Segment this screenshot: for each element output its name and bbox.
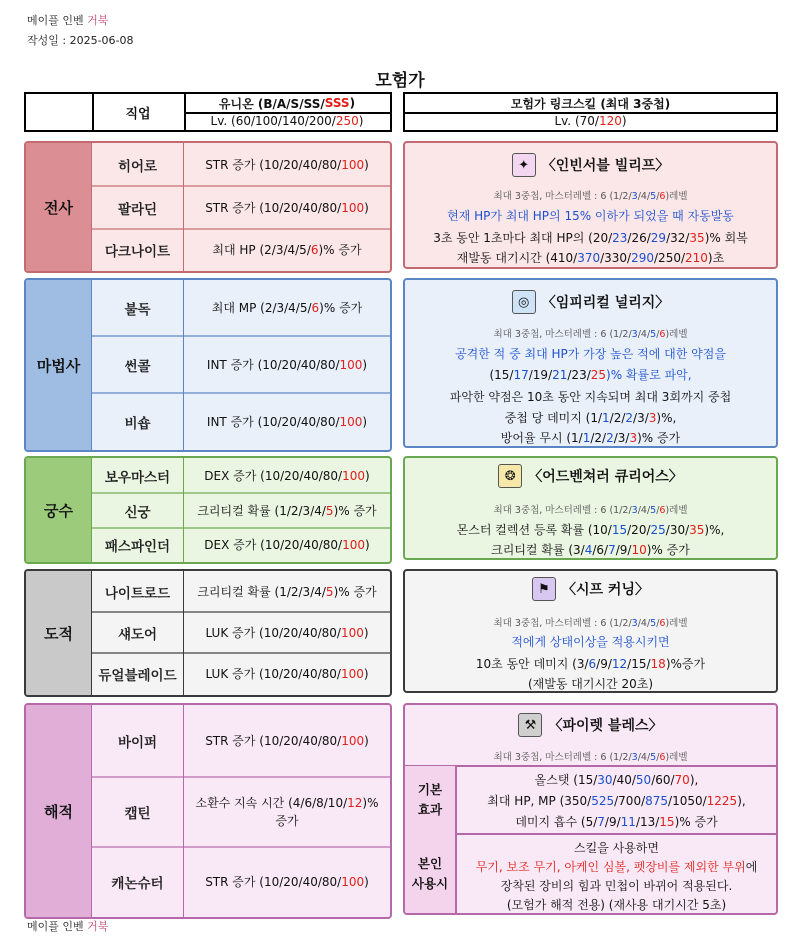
skill-invincible-belief	[403, 141, 778, 269]
job-row	[92, 393, 390, 450]
v-m1: /19/	[528, 368, 553, 382]
skill-thief-cunning	[403, 569, 778, 693]
job-name: 신궁	[92, 493, 184, 528]
bonus-pre: STR 증가 (10/20/40/80/	[205, 734, 342, 748]
job-name: 캐논슈터	[92, 847, 184, 917]
v-pre: 크리티컬 확률 (3/	[491, 543, 585, 557]
bonus-post: )% 증가	[333, 503, 377, 518]
v-b1: 15	[611, 523, 628, 537]
max-blue2: 5	[650, 191, 657, 202]
job-name: 팔라딘	[92, 186, 184, 229]
footer-name: 거북	[87, 920, 109, 933]
bonus-pre: 크리티컬 확률 (1/2/3/4/	[197, 584, 326, 599]
job-row	[92, 186, 390, 229]
page-title: 모험가	[375, 71, 425, 91]
v-b1: 7	[597, 815, 605, 829]
v-m2: /13/	[635, 815, 660, 829]
skill-desc-4	[405, 409, 776, 426]
max-post: )레벨	[665, 505, 688, 516]
v-pre: 중첩 당 데미지 (1/	[504, 411, 603, 425]
union-bonus	[184, 186, 390, 229]
v-post: ),	[689, 773, 699, 787]
skill-desc-5	[405, 429, 776, 446]
max-red: 6	[659, 191, 666, 202]
class-group-name: 해적	[26, 705, 92, 917]
self-line-1: 스킬을 사용하면	[574, 841, 659, 855]
max-mid2: /	[656, 191, 660, 202]
v-m2: /23/	[567, 368, 591, 382]
job-row	[92, 493, 390, 528]
v-m2: /32/	[666, 231, 690, 245]
author-name: 거북	[87, 14, 109, 27]
basic-line-3	[457, 813, 776, 830]
job-row	[92, 458, 390, 493]
bonus-post: )	[364, 157, 369, 172]
bonus-max: 100	[339, 414, 363, 429]
v-pre: 방어율 무시 (1/	[500, 431, 583, 445]
v-r: 35	[689, 523, 705, 537]
v-b2: 29	[650, 231, 667, 245]
skill-desc-2	[405, 366, 776, 383]
skill-name: 〈파이렛 블레스〉	[548, 718, 663, 734]
v-r: 1225	[706, 794, 738, 808]
v-b2: 2	[625, 411, 634, 425]
max-red: 6	[659, 752, 666, 763]
skill-title	[405, 711, 776, 739]
job-header: 직업	[125, 106, 151, 122]
bonus-post: )	[365, 538, 370, 552]
bonus-pre: LUK 증가 (10/20/40/80/	[205, 667, 341, 681]
v-r: 25	[590, 368, 607, 382]
skill-desc-2	[405, 655, 776, 672]
max-blue: 3	[631, 329, 638, 340]
v-b1: 6	[588, 657, 597, 671]
skill-desc-1: 공격한 적 중 최대 HP가 가장 높은 적에 대한 약점을	[455, 347, 726, 361]
union-bonus	[184, 571, 390, 612]
max-blue: 3	[631, 505, 638, 516]
v-pre: 3초 동안 1초마다 최대 HP의 (20/	[433, 231, 613, 245]
link-lv-post: )	[621, 114, 627, 128]
v-pre: 올스탯 (15/	[534, 773, 598, 787]
union-bonus	[184, 458, 390, 493]
max-pre: 최대 3중첩, 마스터레벨 : 6 (1/2/	[493, 191, 632, 202]
job-name: 섀도어	[92, 612, 184, 653]
class-group-archer	[24, 456, 392, 564]
max-level-line	[405, 326, 776, 340]
v-b2: 12	[611, 657, 628, 671]
link-header-table	[403, 92, 778, 132]
max-red: 6	[659, 505, 666, 516]
bonus-pre: INT 증가 (10/20/40/80/	[206, 414, 340, 429]
job-row	[92, 143, 390, 186]
bonus-max: 100	[340, 625, 364, 640]
max-pre: 최대 3중첩, 마스터레벨 : 6 (1/2/	[493, 752, 632, 763]
union-header-post: )	[349, 96, 356, 110]
bonus-max: 12	[347, 796, 363, 810]
v-m2: /3/	[613, 431, 630, 445]
bonus-pre: 최대 MP (2/3/4/5/	[211, 301, 312, 315]
v-r: 3	[629, 431, 638, 445]
empirical-knowledge-icon: ◎	[512, 290, 536, 314]
v-m1: /9/	[596, 657, 612, 671]
v-pre: 재발동 대기시간 (410/	[456, 251, 578, 265]
class-group-mage	[24, 278, 392, 452]
skill-name: 〈임피리컬 널리지〉	[541, 295, 670, 311]
v-r: 3	[648, 411, 657, 425]
max-post: )레벨	[665, 191, 688, 202]
skill-title	[405, 462, 776, 490]
job-row	[92, 653, 390, 695]
self-line-3: 장착된 장비의 힘과 민첩이 바뀌어 적용된다.	[500, 879, 733, 893]
v-m1: /9/	[604, 815, 621, 829]
bonus-pre: INT 증가 (10/20/40/80/	[206, 357, 340, 372]
job-name: 썬콜	[92, 336, 184, 393]
skill-desc-1	[405, 521, 776, 538]
skill-title	[405, 288, 776, 316]
bonus-post: )	[364, 200, 369, 215]
max-blue2: 5	[650, 752, 657, 763]
bonus-max: 100	[341, 875, 365, 889]
link-lv-pre: Lv. (70/	[554, 114, 599, 128]
v-r: 10	[631, 543, 647, 557]
date-line: 작성일 : 2025-06-08	[27, 34, 134, 47]
v-b2: 21	[552, 368, 568, 382]
v-b1: 17	[513, 368, 529, 382]
v-b1: 4	[584, 543, 593, 557]
max-pre: 최대 3중첩, 마스터레벨 : 6 (1/2/	[493, 329, 632, 340]
job-row	[92, 571, 390, 612]
union-bonus	[184, 143, 390, 186]
job-name: 불독	[92, 280, 184, 336]
v-r: 210	[685, 251, 708, 265]
v-b1: 1	[582, 431, 591, 445]
job-name: 보우마스터	[92, 458, 184, 493]
max-level-line	[405, 749, 776, 763]
v-m2: /30/	[665, 523, 690, 537]
bonus-pre: 크리티컬 확률 (1/2/3/4/	[197, 503, 326, 518]
bonus-pre: STR 증가 (10/20/40/80/	[205, 875, 342, 889]
v-pre: 10초 동안 데미지 (3/	[475, 657, 589, 671]
union-bonus	[184, 493, 390, 528]
job-name: 히어로	[92, 143, 184, 186]
class-group-name: 궁수	[26, 458, 92, 562]
union-lv-post: )	[358, 114, 364, 128]
bonus-post: )% 증가	[318, 243, 362, 257]
bonus-post: )	[362, 357, 368, 372]
bonus-max: 6	[311, 301, 320, 315]
s2-red: 무기, 보조 무기, 아케인 심볼, 펫장비를 제외한 부위	[475, 860, 746, 874]
skill-desc-2	[405, 229, 776, 246]
bonus-pre: 소환수 지속 시간 (4/6/8/10/	[195, 796, 348, 810]
max-post: )레벨	[665, 752, 688, 763]
v-post: ),	[737, 794, 746, 808]
bonus-max: 6	[310, 243, 319, 257]
v-post: )% 증가	[637, 431, 681, 445]
v-b2: 875	[645, 794, 669, 808]
job-name: 나이트로드	[92, 571, 184, 612]
v-m2: /60/	[651, 773, 675, 787]
job-row	[92, 847, 390, 917]
v-b1: 23	[612, 231, 628, 245]
v-m1: /6/	[592, 543, 609, 557]
self-line-4: (모험가 해적 전용) (재사용 대기시간 5초)	[506, 898, 727, 912]
bonus-pre: STR 증가 (10/20/40/80/	[205, 200, 342, 215]
v-pre: 데미지 흡수 (5/	[515, 815, 598, 829]
max-pre: 최대 3중첩, 마스터레벨 : 6 (1/2/	[493, 505, 632, 516]
bonus-post: )	[364, 734, 369, 748]
bonus-post: )% 증가	[275, 796, 379, 828]
bonus-max: 100	[341, 157, 365, 172]
max-red: 6	[659, 329, 666, 340]
bonus-max: 5	[325, 584, 334, 599]
adventurer-curious-icon: ❂	[498, 464, 522, 488]
max-post: )레벨	[665, 329, 688, 340]
v-m1: /40/	[612, 773, 636, 787]
v-m2: /3/	[633, 411, 649, 425]
bonus-post: )% 증가	[319, 301, 363, 315]
job-row	[92, 612, 390, 653]
union-bonus	[184, 393, 390, 450]
v-r: 70	[674, 773, 690, 787]
max-mid: /4/	[637, 752, 651, 763]
job-row	[92, 705, 390, 777]
self-use-label: 본인 사용시	[411, 856, 449, 891]
v-post: )% 증가	[674, 815, 718, 829]
union-header	[184, 94, 390, 112]
bonus-max: 100	[342, 468, 365, 483]
skill-name: 〈인빈서블 빌리프〉	[541, 158, 670, 174]
skill-desc-2	[405, 541, 776, 558]
class-group-pirate	[24, 703, 392, 919]
v-r: 18	[650, 657, 666, 671]
max-blue2: 5	[650, 505, 657, 516]
bonus-post: )	[362, 414, 368, 429]
max-level-line	[405, 188, 776, 202]
union-header-table	[24, 92, 392, 132]
job-name: 비숍	[92, 393, 184, 450]
v-m1: /2/	[590, 431, 607, 445]
bonus-post: )	[365, 468, 370, 483]
skill-title	[405, 151, 776, 179]
bonus-pre: LUK 증가 (10/20/40/80/	[205, 625, 341, 640]
v-post: )%,	[656, 411, 677, 425]
v-b2: 11	[620, 815, 636, 829]
author-line	[27, 12, 108, 28]
v-post: )% 회복	[704, 231, 748, 245]
v-b1: 370	[577, 251, 601, 265]
max-post: )레벨	[665, 618, 688, 629]
v-m1: /330/	[600, 251, 632, 265]
skill-desc-3: 파악한 약점은 10초 동안 지속되며 최대 3회까지 중첩	[449, 390, 732, 404]
v-b1: 525	[591, 794, 615, 808]
v-pre: (15/	[489, 368, 514, 382]
class-group-thief	[24, 569, 392, 697]
union-bonus	[184, 612, 390, 653]
bonus-max: 100	[342, 538, 365, 552]
v-b2: 25	[650, 523, 666, 537]
self-line-2	[457, 858, 776, 875]
skill-pirate-blessing	[403, 703, 778, 915]
skill-title	[405, 575, 776, 603]
s2-post: 에	[745, 860, 758, 874]
max-blue2: 5	[650, 329, 657, 340]
skill-adventurer-curious	[403, 456, 778, 560]
v-post: )%증가	[665, 657, 706, 671]
v-r: 15	[659, 815, 675, 829]
v-b2: 7	[608, 543, 616, 557]
basic-effect-label: 기본 효과	[417, 781, 443, 817]
v-post: )% 확률로 파악,	[606, 368, 692, 382]
v-m1: /20/	[627, 523, 651, 537]
skill-empirical-knowledge	[403, 278, 778, 448]
bonus-max: 5	[325, 503, 334, 518]
skill-desc-1: 현재 HP가 최대 HP의 15% 이하가 되었을 때 자동발동	[447, 209, 734, 223]
max-mid: /4/	[637, 191, 651, 202]
skill-name: 〈시프 커닝〉	[562, 582, 649, 598]
v-b1: 1	[602, 411, 610, 425]
max-mid2: /	[656, 752, 660, 763]
union-lv	[184, 112, 390, 130]
v-post: )초	[707, 251, 725, 265]
bonus-pre: DEX 증가 (10/20/40/80/	[204, 468, 343, 483]
union-bonus	[184, 336, 390, 393]
job-name: 듀얼블레이드	[92, 653, 184, 695]
union-bonus	[184, 705, 390, 777]
job-row	[92, 229, 390, 271]
job-row	[92, 777, 390, 847]
max-mid: /4/	[637, 505, 651, 516]
max-mid: /4/	[637, 329, 651, 340]
bonus-pre: DEX 증가 (10/20/40/80/	[204, 538, 343, 552]
max-level-line	[405, 502, 776, 516]
max-mid: /4/	[637, 618, 651, 629]
class-group-warrior	[24, 141, 392, 273]
bonus-max: 100	[340, 667, 364, 681]
v-m1: /2/	[609, 411, 626, 425]
skill-desc-3	[405, 249, 776, 266]
class-group-name: 도적	[26, 571, 92, 695]
link-lv-red: 120	[598, 114, 622, 128]
max-blue: 3	[631, 191, 638, 202]
v-m2: /250/	[654, 251, 686, 265]
v-m2: /9/	[615, 543, 632, 557]
skill-name: 〈어드벤쳐러 큐리어스〉	[528, 469, 683, 485]
basic-line-2	[457, 792, 776, 809]
job-name: 다크나이트	[92, 229, 184, 271]
job-name: 바이퍼	[92, 705, 184, 777]
class-group-name: 전사	[26, 143, 92, 271]
v-m2: /1050/	[668, 794, 707, 808]
union-bonus	[184, 229, 390, 271]
job-name: 패스파인더	[92, 528, 184, 562]
skill-desc-1: 적에게 상태이상을 적용시키면	[511, 635, 670, 649]
v-m1: /26/	[627, 231, 651, 245]
v-post: )%,	[704, 523, 725, 537]
bonus-post: )% 증가	[333, 584, 377, 599]
union-bonus	[184, 777, 390, 847]
footer	[27, 918, 108, 934]
invincible-belief-icon: ✦	[512, 153, 536, 177]
union-bonus	[184, 653, 390, 695]
bonus-pre: 최대 HP (2/3/4/5/	[212, 243, 311, 257]
v-pre: 최대 HP, MP (350/	[487, 794, 592, 808]
link-lv	[405, 112, 776, 130]
bonus-max: 100	[341, 734, 365, 748]
union-header-pre: 유니온 (B/A/S/SS/	[218, 96, 325, 111]
max-mid2: /	[656, 505, 660, 516]
union-bonus	[184, 847, 390, 917]
author-prefix: 메이플 인벤	[27, 14, 84, 27]
job-name: 캡틴	[92, 777, 184, 847]
basic-line-1	[457, 771, 776, 788]
max-blue: 3	[631, 618, 638, 629]
footer-prefix: 메이플 인벤	[27, 920, 84, 933]
bonus-post: )	[363, 667, 369, 681]
v-b2: 290	[631, 251, 655, 265]
union-header-red: SSS	[324, 96, 350, 110]
job-row	[92, 336, 390, 393]
bonus-max: 100	[339, 357, 363, 372]
bonus-max: 100	[341, 200, 365, 215]
v-b1: 30	[597, 773, 613, 787]
union-bonus	[184, 280, 390, 336]
v-b2: 50	[635, 773, 652, 787]
union-lv-pre: Lv. (60/100/140/200/	[210, 114, 336, 128]
max-blue2: 5	[650, 618, 657, 629]
job-row	[92, 280, 390, 336]
max-blue: 3	[631, 752, 638, 763]
v-pre: 몬스터 컬렉션 등록 확률 (10/	[456, 523, 612, 537]
v-post: )% 증가	[646, 543, 690, 557]
class-group-name: 마법사	[26, 280, 92, 450]
link-header: 모험가 링크스킬 (최대 3중첩)	[510, 96, 671, 111]
pirate-blessing-icon: ⚒	[518, 713, 542, 737]
bonus-post: )	[363, 625, 369, 640]
v-m1: /700/	[614, 794, 646, 808]
union-lv-red: 250	[335, 114, 359, 128]
max-mid2: /	[656, 618, 660, 629]
bonus-pre: STR 증가 (10/20/40/80/	[205, 157, 342, 172]
skill-desc-3: (재발동 대기시간 20초)	[528, 677, 653, 691]
v-m2: /15/	[627, 657, 651, 671]
max-mid2: /	[656, 329, 660, 340]
job-row	[92, 528, 390, 562]
thief-cunning-icon: ⚑	[532, 577, 556, 601]
bonus-post: )	[364, 875, 369, 889]
max-pre: 최대 3중첩, 마스터레벨 : 6 (1/2/	[493, 618, 632, 629]
max-level-line	[405, 615, 776, 629]
max-red: 6	[659, 618, 666, 629]
v-b2: 2	[606, 431, 614, 445]
union-bonus	[184, 528, 390, 562]
v-r: 35	[689, 231, 705, 245]
